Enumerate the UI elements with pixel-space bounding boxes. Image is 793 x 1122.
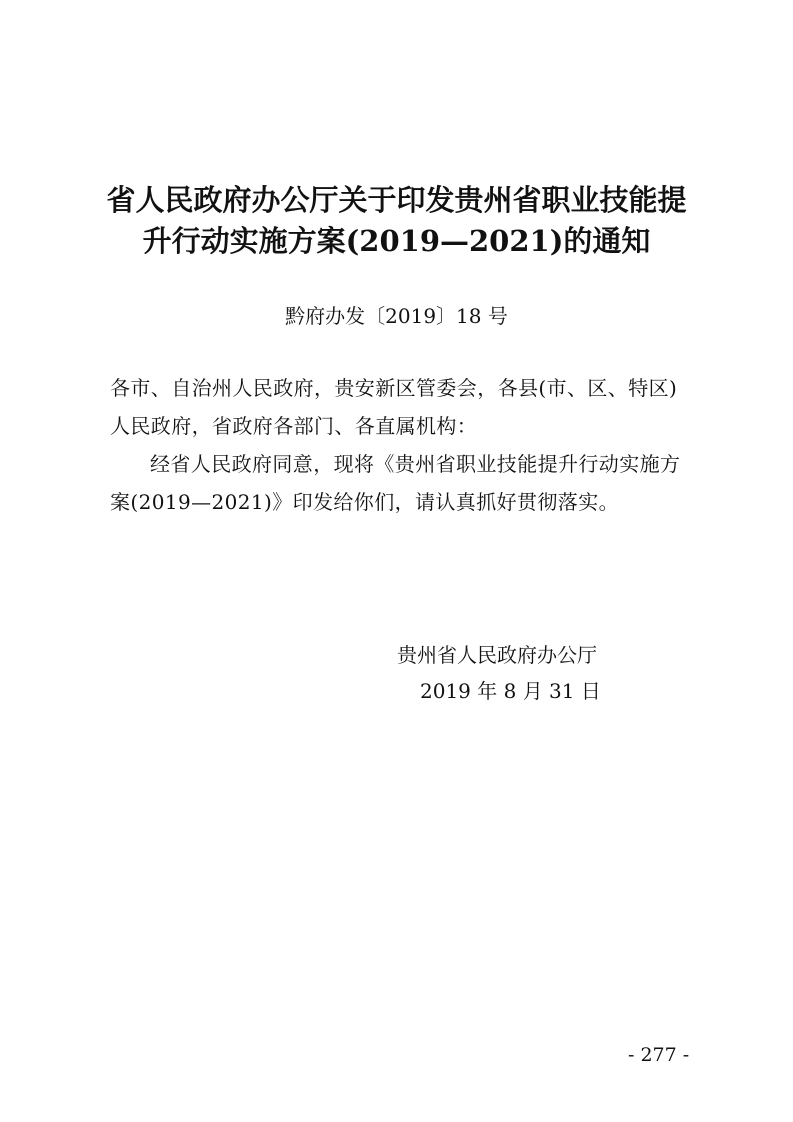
signature-organization: 贵州省人民政府办公厅 — [397, 643, 597, 667]
page-number: - 277 - — [628, 1044, 690, 1066]
addressee-line-1: 各市、自治州人民政府，贵安新区管委会，各县(市、区、特区) — [110, 376, 678, 400]
body-paragraph-line-2: 案(2019—2021)》印发给你们，请认真抓好贯彻落实。 — [110, 490, 620, 514]
body-paragraph-line-1: 经省人民政府同意，现将《贵州省职业技能提升行动实施方 — [150, 452, 681, 476]
document-number: 黔府办发〔2019〕18 号 — [285, 304, 508, 328]
addressee-line-2: 人民政府，省政府各部门、各直属机构： — [110, 414, 478, 438]
document-title-line-1: 省人民政府办公厅关于印发贵州省职业技能提 — [106, 183, 687, 217]
document-title-line-2: 升行动实施方案(2019—2021)的通知 — [142, 224, 651, 258]
signature-date: 2019 年 8 月 31 日 — [420, 679, 601, 703]
